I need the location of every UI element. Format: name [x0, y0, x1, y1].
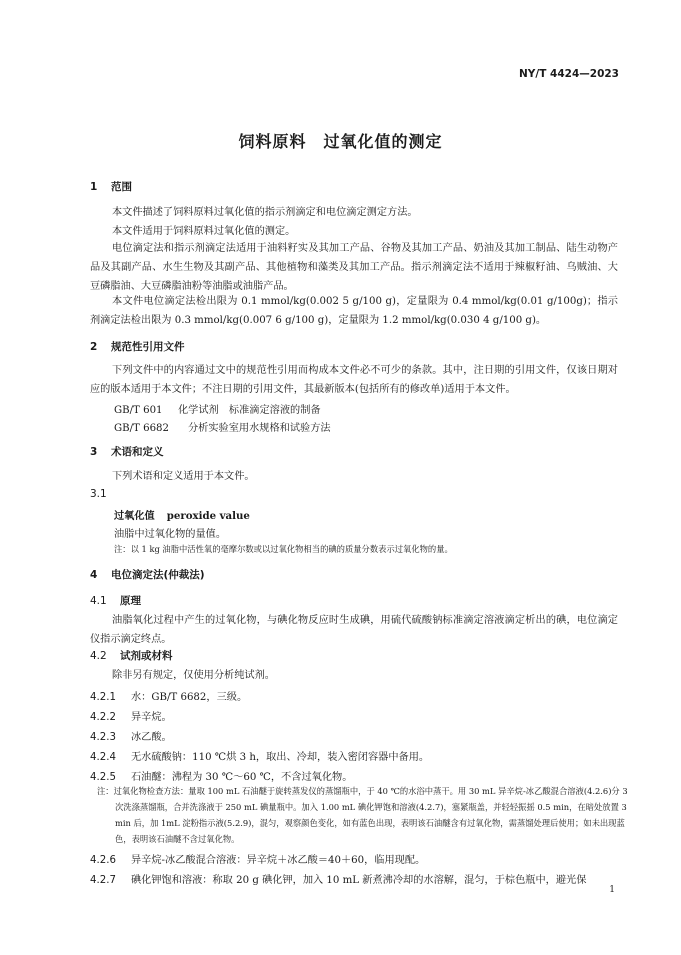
reference-item	[114, 419, 331, 434]
paragraph: 下列术语和定义适用于本文件。	[112, 471, 255, 482]
section-1-heading	[90, 179, 132, 194]
section-number: 4	[90, 569, 98, 581]
reference-item	[114, 401, 321, 416]
item-number: 4.2.7	[90, 875, 116, 886]
section-title: 范围	[111, 181, 132, 193]
subsection-title: 原理	[120, 595, 141, 607]
paragraph: 电位滴定法和指示剂滴定法适用于油料籽实及其加工产品、谷物及其加工产品、奶油及其加工制品、陆生动物产品及其副产品、水生生物及其副产品、其他植物和藻类及其加工产品。指示剂滴定法不适用于辣椒籽油、乌贼油、大豆磷脂油、大豆磷脂油粉等油脂或油脂产品。	[90, 243, 618, 292]
paragraph: 下列文件中的内容通过文中的规范性引用而构成本文件必不可少的条款。其中，注日期的引用文件，仅该日期对应的版本适用于本文件；不注日期的引用文件，其最新版本(包括所有的修改单)适用于本文件。	[90, 365, 618, 395]
subsection-number: 4.1	[90, 595, 107, 607]
paragraph: 除非另有规定，仅使用分析纯试剂。	[112, 670, 275, 681]
item-text: 冰乙酸。	[131, 732, 172, 743]
reference-code: GB/T 601	[114, 405, 163, 416]
term-chinese: 过氧化值	[114, 511, 155, 522]
term-entry	[114, 507, 250, 522]
section-number: 3	[90, 446, 98, 458]
item-text: 碘化钾饱和溶液：称取 20 g 碘化钾，加入 10 mL 新煮沸冷却的水溶解，混匀，于棕色瓶中，避光保	[131, 875, 587, 886]
paragraph: 本文件描述了饲料原料过氧化值的指示剂滴定和电位滴定测定方法。	[112, 207, 418, 218]
note: 注：过氧化物检查方法：量取 100 mL 石油醚于旋转蒸发仪的蒸馏瓶中，于 40 ℃的水浴中蒸干。用 30 mL 异辛烷-冰乙酸混合溶液(4.2.6)分 3 次洗涤蒸馏瓶，合并洗涤液于 250 mL 碘量瓶中。加入 1.00 mL 碘化钾饱和溶液(4.2.7)，塞紧瓶盖，并轻轻振摇 0.5 min，在暗处放置 3 min 后，加 1mL 淀粉指示液(5.2.9)，混匀，观察颜色变化，如有蓝色出现，表明该石油醚含有过氧化物，需蒸馏处理后使用；如未出现蓝色，表明该石油醚不含过氧化物。	[97, 786, 628, 844]
section-number: 1	[90, 181, 98, 193]
item-number: 4.2.2	[90, 712, 116, 723]
list-item	[90, 728, 172, 743]
list-item	[90, 688, 247, 703]
item-text: 水：GB/T 6682，三级。	[131, 692, 248, 703]
paragraph: 本文件适用于饲料原料过氧化值的测定。	[112, 226, 296, 237]
list-item	[90, 768, 352, 783]
section-title: 规范性引用文件	[111, 341, 185, 353]
section-number: 2	[90, 341, 98, 353]
paragraph: 本文件电位滴定法检出限为 0.1 mmol/kg(0.002 5 g/100 g)，定量限为 0.4 mmol/kg(0.01 g/100g)；指示剂滴定法检出限为 0.3 mmol/kg(0.007 6 g/100 g)，定量限为 1.2 mmol/kg(0.030 4 g/100 g)。	[90, 296, 618, 326]
subsection-number: 4.2	[90, 650, 107, 662]
subsection-4-1-heading	[90, 593, 141, 608]
term-definition: 油脂中过氧化物的量值。	[114, 529, 227, 540]
subsection-number: 3.1	[90, 488, 107, 500]
item-text: 石油醚：沸程为 30 ℃～60 ℃，不含过氧化物。	[131, 772, 353, 783]
item-number: 4.2.5	[90, 772, 116, 783]
section-3-heading	[90, 444, 164, 459]
item-number: 4.2.3	[90, 732, 116, 743]
section-2-heading	[90, 339, 185, 354]
reference-name: 分析实验室用水规格和试验方法	[188, 423, 331, 434]
note: 注：以 1 kg 油脂中活性氧的毫摩尔数或以过氧化物相当的碘的质量分数表示过氧化物的量。	[114, 544, 453, 554]
list-item	[90, 748, 429, 763]
subsection-4-2-heading	[90, 648, 173, 663]
list-item	[90, 708, 172, 723]
item-text: 无水硫酸钠：110 ℃烘 3 h，取出、冷却，装入密闭容器中备用。	[131, 752, 430, 763]
list-item	[90, 851, 425, 866]
document-title: 饲料原料 过氧化值的测定	[238, 132, 443, 151]
reference-code: GB/T 6682	[114, 423, 170, 434]
item-number: 4.2.1	[90, 692, 116, 703]
subsection-title: 试剂或材料	[120, 650, 173, 662]
list-item	[90, 871, 586, 886]
section-title: 术语和定义	[111, 446, 164, 458]
reference-name: 化学试剂 标准滴定溶液的制备	[178, 405, 321, 416]
section-title: 电位滴定法(仲裁法)	[111, 569, 205, 581]
item-number: 4.2.4	[90, 752, 116, 763]
paragraph: 油脂氧化过程中产生的过氧化物，与碘化物反应时生成碘，用硫代硫酸钠标准滴定溶液滴定析出的碘，电位滴定仪指示滴定终点。	[90, 615, 618, 645]
standard-number: NY/T 4424—2023	[519, 68, 619, 80]
section-4-heading	[90, 567, 205, 582]
item-text: 异辛烷。	[131, 712, 172, 723]
term-english: peroxide value	[166, 510, 250, 522]
page-number: 1	[609, 885, 615, 895]
item-number: 4.2.6	[90, 855, 116, 866]
item-text: 异辛烷-冰乙酸混合溶液：异辛烷＋冰乙酸＝40＋60，临用现配。	[131, 855, 426, 866]
